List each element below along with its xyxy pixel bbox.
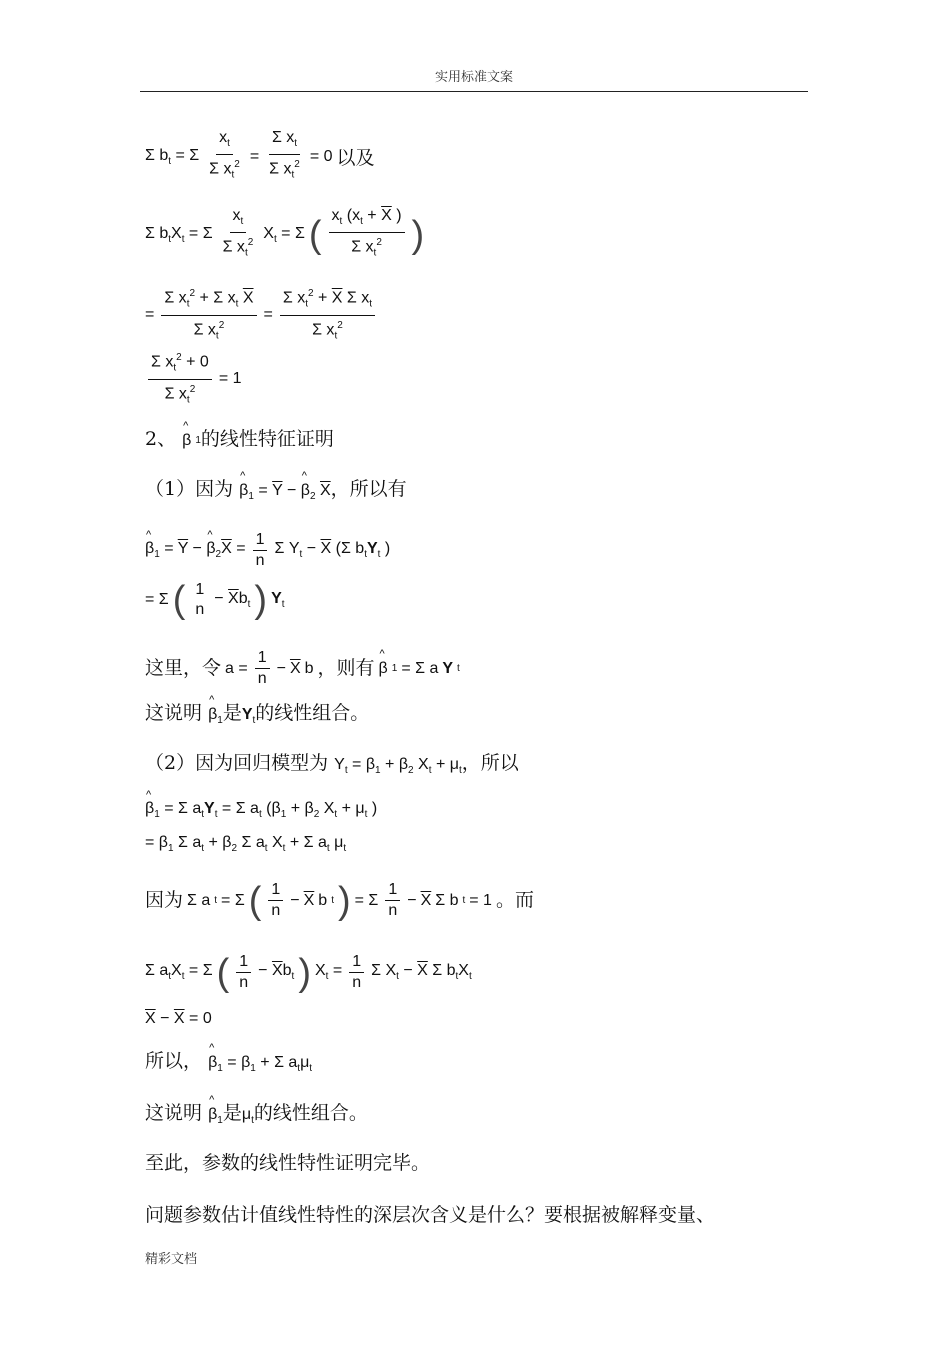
part2-because: 因为 Σ a t = Σ ( $\frac{1}{n}$ − $\overline{X}$ b t ) = Σ $\frac{1}{n}$ − $\overline{X}$ Σ b t = 1 。而 — [145, 879, 534, 922]
page-footer: 精彩文档 — [145, 1252, 198, 1267]
equation-beta1-distributed: = $\beta_1$ Σ $a_t + \beta_2$ Σ $a_t$ $X_t + \Sigma$ $a_t$ $\mu_t$ — [145, 834, 347, 855]
equation-sum-aX: Σ $a_tX_t = \Sigma$ ( $\frac{1}{n}$ − $\overline{X}b_t$ ) $X_t$ = $\frac{1}{n}$ Σ $X_t - \overline{X}$ Σ $b_tX_t$ — [145, 951, 472, 994]
page-header: 实用标准文案 — [434, 70, 513, 85]
equation-sum-b: Σ $b_t = \Sigma$ $\frac{x_t}{\Sigma x_t^2}$ = $\frac{\Sigma x_t}{\Sigma x_t^2}$ = 0 以及 — [145, 129, 375, 181]
equation-equals-one: $\frac{\Sigma x_t^2 + 0}{\Sigma x_t^2}$ = 1 — [145, 348, 242, 410]
equation-beta1-model: β $\^{}_1 = \Sigma$ $a_tY_t = \Sigma$ $a_t$ ($\beta_1 + \beta_2$ $X_t + \mu_t$ ) — [145, 800, 377, 820]
part2-intro: （2）因为回归模型为 $Y_t = \beta_1 + \beta_2$ $X_t + \mu_t$，所以 — [145, 752, 519, 777]
equation-beta1-expansion: β $\^{}_1 = \overline{Y} - \beta$ $\^{}_2\overline{X}$ = $\frac{1}{n}$ Σ $Y_t - \overline{X}$ (Σ $b_tY_t$ ) — [145, 530, 390, 571]
equation-expand: = $\frac{\Sigma x_t^2 + \Sigma x_t \overline{X}}{\Sigma x_t^2}$ = $\frac{\Sigma x_t^2 + \overline{X} \Sigma x_t}{\Sigma x_t^2}$ — [145, 284, 378, 346]
header-rule — [140, 91, 808, 92]
part1-intro: （1）因为 β $\^{}_1 = \overline{Y} - \beta$ $\^{}_2$ $\overline{X}$，所以有 — [145, 478, 407, 503]
part1-here: 这里，令 a = $\frac{1}{n}$ − $\overline{X}$ b ，则有 β ^ 1 = Σ a Y t — [145, 648, 460, 689]
equation-zero: $\overline{X} - \overline{X} = 0$ — [145, 1010, 212, 1027]
question-paragraph: 问题参数估计值线性特性的深层次含义是什么？要根据被解释变量、 — [145, 1204, 716, 1226]
part2-conclusion: 这说明 β $\^{}_1$是$\mu_t$的线性组合。 — [145, 1102, 368, 1127]
equation-sum-bX: Σ $b_tX_t = \Sigma$ $\frac{x_t}{\Sigma x_t^2}$ $X_t = \Sigma$ ( $\frac{x_t (x_t + \overline{X} )}{\Sigma x_t^2}$ ) — [145, 207, 425, 259]
closing-statement: 至此，参数的线性特性证明完毕。 — [145, 1152, 431, 1174]
eq1-tail: 以及 — [336, 147, 375, 170]
part1-conclusion: 这说明 β $\^{}_1$是$Y_t$的线性组合。 — [145, 702, 369, 727]
part2-therefore: 所以， β $\^{}_1 = \beta_1 + \Sigma$ $a_t\mu_t$ — [145, 1050, 312, 1075]
equation-beta1-collected: = Σ ( 1 n − $\overline{X}b_t$ ) $Y_t$ — [145, 579, 285, 621]
section-2-heading: 2、 β ^ 1 的线性特征证明 — [145, 428, 334, 451]
